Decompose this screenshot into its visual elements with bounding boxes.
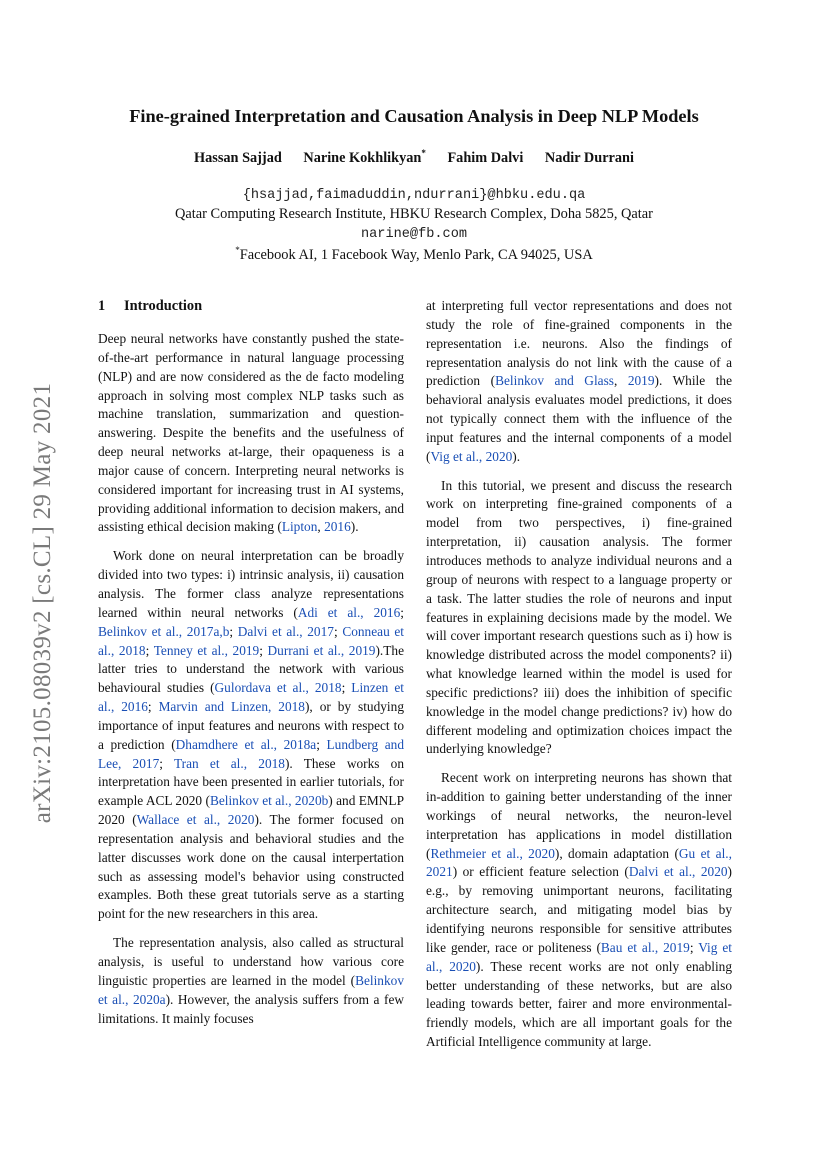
citation-link[interactable]: Vig et al., 2020 [426,939,732,974]
author-name: Fahim Dalvi [447,149,524,166]
citation-link[interactable]: Durrani et al., 2019 [267,642,376,658]
section-number: 1 [98,298,106,314]
section-title: Introduction [124,298,203,314]
left-column [98,297,404,1038]
citation-link[interactable]: 2019 [627,373,655,389]
citation-link[interactable]: Belinkov et al., 2017a,b [98,623,230,639]
author-name: Narine Kokhlikyan* [303,148,426,166]
citation-link[interactable]: Linzen et al., 2016 [98,680,404,715]
paragraph: at interpreting full vector representations and does not study the role of fine-grained components in the representation i.e. neurons. Also the findings of representation analysis do not link with the cause of a prediction (Belinkov and Glass, 2019). While the behavioral analysis evaluates model predictions, it does not typically connect them with the influence of the input features and the internal components of a model (Vig et al., 2020). [426,298,733,464]
paragraph: Deep neural networks have constantly pushed the state-of-the-art performance in natural language processing (NLP) and are now considered as the de facto modeling approach in solving most complex NLP tasks such as machine translation, summarization and question-answering. Despite the benefits and the usefulness of deep neural networks at-large, their opaqueness is a major cause of concern. Interpreting neural networks is considered important for increasing trust in AI systems, providing additional information to decision makers, and assisting ethical decision making (Lipton, 2016). [98,331,404,535]
affiliation-institution: *Facebook AI, 1 Facebook Way, Menlo Park, CA 94025, USA [235,245,593,263]
author-email: narine@fb.com [360,227,468,242]
paragraph: Work done on neural interpretation can be broadly divided into two types: i) intrinsic analysis, ii) causation analysis. The former class analyze representations learned within neural networks (Adi et al., 2016; Belinkov et al., 2017a,b; Dalvi et al., 2017; Conneau et al., 2018; Tenney et al., 2019; Durrani et al., 2019).The latter tries to understand the network with various behavioural studies (Gulordava et al., 2018; Linzen et al., 2016; Marvin and Linzen, 2018), or by studying importance of input features and neurons with respect to a prediction (Dhamdhere et al., 2018a; Lundberg and Lee, 2017; Tran et al., 2018). These works on interpretation have been presented in earlier tutorials, for example ACL 2020 (Belinkov et al., 2020b) and EMNLP 2020 (Wallace et al., 2020). The former focused on representation analysis and behavioral studies and the latter discusses work done on the causal interpertation such as assessing model's behavior using constructed examples. Both these great tutorials serve as a starting point for the new researchers in this area. [98,548,405,922]
author-list [0,148,828,167]
author-email: {hsajjad,faimaduddin,ndurrani}@hbku.edu.qa [242,188,586,203]
arxiv-identifier: arXiv:2105.08039v2 [cs.CL] 29 May 2021 [29,382,56,824]
citation-link[interactable]: Dalvi et al., 2020 [628,864,728,880]
affiliation-mark: * [421,148,426,158]
citation-link[interactable]: Tenney et al., 2019 [153,642,260,658]
author-name: Nadir Durrani [544,149,634,166]
paragraph: Recent work on interpreting neurons has shown that in-addition to gaining better understanding of the inner workings of neural networks, the neuron-level interpretation has applications in model distillation (Rethmeier et al., 2020), domain adaptation (Gu et al., 2021) or efficient feature selection (Dalvi et al., 2020) e.g., by removing unimportant neurons, facilitating architecture search, and mitigating model bias by identifying neurons responsible for sensitive attributes like gender, race or politeness (Bau et al., 2019; Vig et al., 2020). These recent works are not only enabling better understanding of these networks, but are also leading towards better, fairer and more environmental-friendly models, which are all important goals for the Artificial Intelligence community at large. [426,770,733,1050]
citation-link[interactable]: 2016 [324,519,351,535]
citation-link[interactable]: Vig et al., 2020 [430,448,513,464]
citation-link[interactable]: Wallace et al., 2020 [136,812,255,828]
citation-link[interactable]: Belinkov and Glass [495,373,614,389]
citation-link[interactable]: Marvin and Linzen, 2018 [158,699,305,715]
affiliation-institution: Qatar Computing Research Institute, HBKU Research Complex, Doha 5825, Qatar [175,206,653,222]
citation-link[interactable]: Belinkov et al., 2020a [98,972,404,1007]
citation-link[interactable]: Gulordava et al., 2018 [214,680,342,696]
citation-link[interactable]: Lipton [281,519,318,535]
affiliation-mark: * [235,245,240,255]
citation-link[interactable]: Conneau et al., 2018 [98,623,405,658]
citation-link[interactable]: Dhamdhere et al., 2018a [175,736,317,752]
citation-link[interactable]: Belinkov et al., 2020b [209,793,329,809]
citation-link[interactable]: Rethmeier et al., 2020 [430,845,555,861]
citation-link[interactable]: Lundberg and Lee, 2017 [98,736,405,771]
citation-link[interactable]: Bau et al., 2019 [600,939,690,955]
author-name: Hassan Sajjad [194,149,282,166]
paper-title: Fine-grained Interpretation and Causation Analysis in Deep NLP Models [129,106,699,126]
citation-link[interactable]: Tran et al., 2018 [173,755,285,771]
citation-link[interactable]: Adi et al., 2016 [297,604,401,620]
right-column [426,297,732,1062]
paragraph: In this tutorial, we present and discuss the research work on interpreting fine-grained components of a model from two perspectives, i) fine-grained interpretation, ii) causation analysis. The former introduces methods to analyze individual neurons and a group of neurons with respect to a language property or a task. The latter studies the role of neurons and input features in explaining decisions made by the model. We will cover important research questions such as i) how is knowledge distributed across the model components? ii) what knowledge learned within the model is used for specific predictions? iii) does the inhibition of specific knowledge in the model change predictions? iv) how do different modeling and optimization choices impact the underlying knowledge? [426,477,732,757]
citation-link[interactable]: Gu et al., 2021 [426,845,732,880]
paragraph: The representation analysis, also called as structural analysis, is useful to understand how various core linguistic properties are learned in the model (Belinkov et al., 2020a). However, the analysis suffers from a few limitations. It mainly focuses [98,935,405,1026]
arxiv-sidebar-stamp [21,355,65,851]
citation-link[interactable]: Dalvi et al., 2017 [237,623,334,639]
section-heading [98,297,404,315]
